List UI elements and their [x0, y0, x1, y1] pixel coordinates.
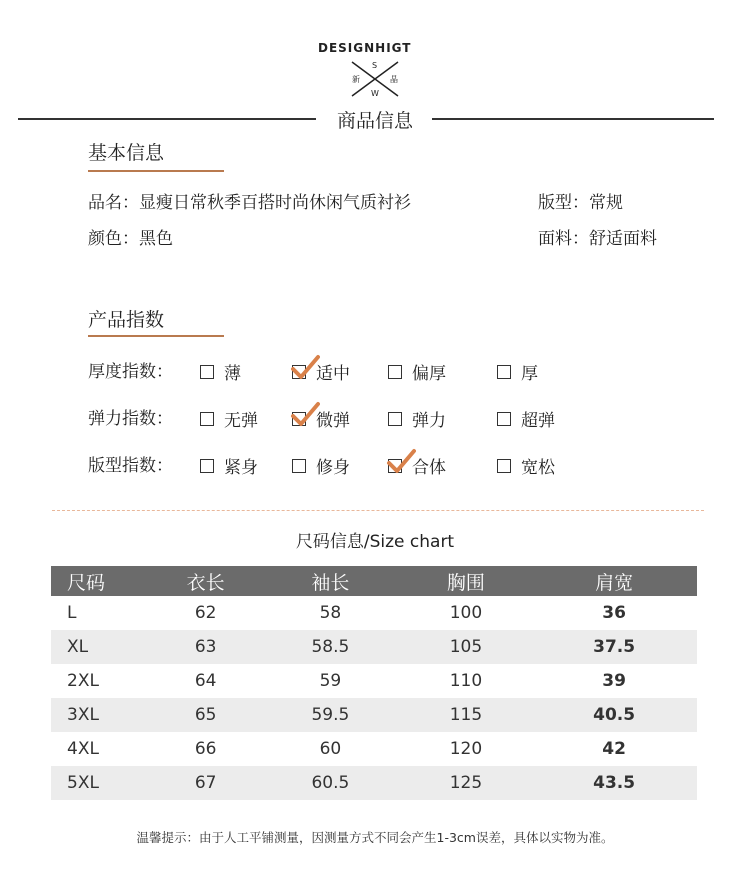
table-row — [51, 766, 697, 800]
logo-left-char: 新 — [352, 75, 360, 84]
table-cell: 65 — [151, 698, 260, 732]
checkbox[interactable] — [388, 412, 402, 426]
option-label: 修身 — [316, 458, 350, 478]
measurement-note: 温馨提示：由于人工平铺测量，因测量方式不同会产生1-3cm误差，具体以实物为准。 — [136, 830, 614, 845]
checkbox[interactable] — [292, 459, 306, 473]
table-row — [51, 698, 697, 732]
option-label: 弹力 — [412, 411, 446, 431]
option-label: 合体 — [412, 458, 446, 478]
option-label: 薄 — [224, 364, 241, 384]
table-cell: 58 — [319, 603, 342, 623]
size-table — [51, 566, 697, 800]
size-chart-title: 尺码信息/Size chart — [295, 532, 455, 552]
index-label: 厚度指数： — [88, 362, 173, 382]
table-row — [51, 596, 697, 630]
header-chest: 胸围 — [401, 566, 532, 596]
checkbox[interactable] — [497, 365, 511, 379]
header-length: 衣长 — [151, 566, 260, 596]
index-option[interactable] — [292, 359, 350, 384]
table-cell: 43.5 — [531, 766, 697, 800]
logo-letter-s: S — [372, 61, 378, 70]
table-cell: 67 — [151, 766, 260, 800]
option-label: 宽松 — [521, 458, 555, 478]
option-label: 超弹 — [521, 411, 555, 431]
table-cell: 105 — [401, 630, 532, 664]
logo-brand-text: DESIGNHIGT — [318, 41, 412, 55]
checkbox[interactable] — [200, 365, 214, 379]
index-option[interactable] — [292, 453, 350, 478]
index-option[interactable] — [497, 359, 538, 384]
table-cell: 42 — [602, 739, 626, 759]
product-color: 颜色：黑色 — [88, 229, 173, 249]
basic-info-title: 基本信息 — [88, 142, 165, 164]
index-option[interactable] — [200, 406, 258, 431]
index-option[interactable] — [200, 359, 241, 384]
product-index-title: 产品指数 — [88, 309, 165, 331]
table-cell: 40.5 — [531, 698, 697, 732]
checkbox[interactable] — [497, 412, 511, 426]
table-cell: 120 — [449, 739, 483, 759]
checkbox[interactable] — [292, 365, 306, 379]
section-rule-right — [432, 118, 714, 120]
checkmark-icon — [290, 354, 320, 384]
checkbox[interactable] — [388, 459, 402, 473]
table-cell: L — [67, 603, 77, 623]
index-label: 弹力指数： — [88, 409, 173, 429]
table-cell: 5XL — [51, 766, 151, 800]
table-cell: 59 — [319, 671, 342, 691]
product-fit: 版型：常规 — [538, 193, 623, 213]
checkbox[interactable] — [388, 365, 402, 379]
option-label: 无弹 — [224, 411, 258, 431]
table-cell: 125 — [401, 766, 532, 800]
divider-dashed — [52, 510, 704, 511]
checkbox[interactable] — [200, 412, 214, 426]
table-cell: 60 — [319, 739, 342, 759]
brand-logo — [300, 30, 450, 102]
index-option[interactable] — [388, 359, 446, 384]
size-table-header — [51, 566, 697, 596]
index-option[interactable] — [497, 453, 555, 478]
table-cell: 66 — [194, 739, 217, 759]
option-label: 微弹 — [316, 411, 350, 431]
table-cell: 4XL — [67, 739, 99, 759]
header-shoulder: 肩宽 — [531, 566, 697, 596]
product-fabric: 面料：舒适面料 — [538, 229, 657, 249]
index-label: 版型指数： — [88, 456, 173, 476]
table-cell: 2XL — [67, 671, 99, 691]
logo-letter-w: W — [371, 89, 379, 98]
table-cell: 37.5 — [531, 630, 697, 664]
table-cell: 100 — [449, 603, 483, 623]
checkbox[interactable] — [292, 412, 306, 426]
table-cell: 115 — [401, 698, 532, 732]
table-cell: 36 — [602, 603, 626, 623]
table-cell: 58.5 — [260, 630, 400, 664]
index-option[interactable] — [292, 406, 350, 431]
index-option[interactable] — [200, 453, 258, 478]
header-sleeve: 袖长 — [260, 566, 400, 596]
table-cell: 110 — [449, 671, 483, 691]
table-cell: 60.5 — [260, 766, 400, 800]
option-label: 适中 — [316, 364, 350, 384]
table-cell: 59.5 — [260, 698, 400, 732]
product-name: 品名：显瘦日常秋季百搭时尚休闲气质衬衫 — [88, 193, 411, 213]
basic-info-underline — [88, 170, 224, 172]
index-option[interactable] — [388, 453, 446, 478]
checkbox[interactable] — [200, 459, 214, 473]
index-option[interactable] — [497, 406, 555, 431]
option-label: 紧身 — [224, 458, 258, 478]
table-cell: 63 — [151, 630, 260, 664]
section-title: 商品信息 — [336, 110, 413, 132]
index-option[interactable] — [388, 406, 446, 431]
table-cell: 62 — [194, 603, 217, 623]
product-index-underline — [88, 335, 224, 337]
table-row — [51, 732, 697, 766]
table-cell: 39 — [602, 671, 626, 691]
table-row — [51, 664, 697, 698]
checkmark-icon — [386, 448, 416, 478]
checkbox[interactable] — [497, 459, 511, 473]
logo-right-char: 晶 — [390, 75, 398, 84]
table-cell: 64 — [194, 671, 217, 691]
option-label: 厚 — [521, 364, 538, 384]
table-cell: XL — [51, 630, 151, 664]
section-rule-left — [18, 118, 316, 120]
option-label: 偏厚 — [412, 364, 446, 384]
header-size: 尺码 — [51, 566, 151, 596]
table-cell: 3XL — [51, 698, 151, 732]
checkmark-icon — [290, 401, 320, 431]
table-row — [51, 630, 697, 664]
